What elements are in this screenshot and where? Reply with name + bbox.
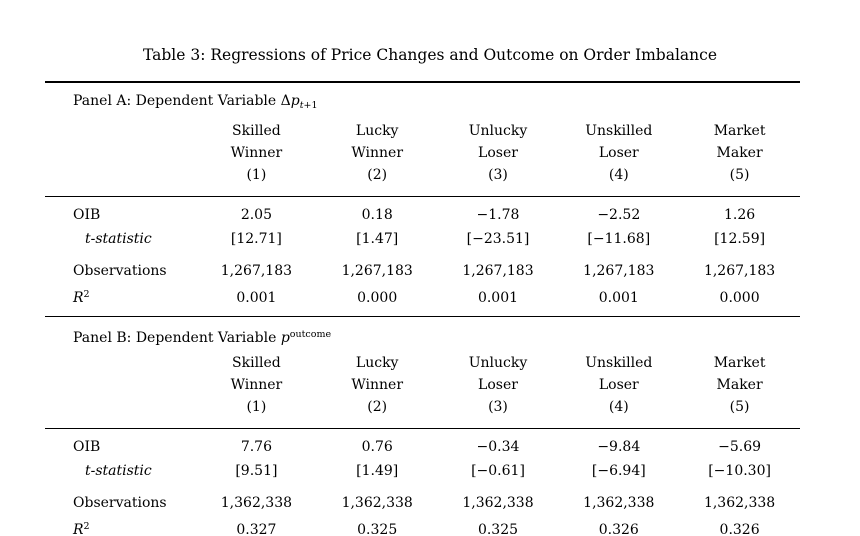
- data-cell: 0.76: [361, 439, 393, 455]
- panel-b-r2-row: [45, 515, 800, 536]
- data-cell: 0.325: [477, 522, 519, 536]
- data-cell: [1.49]: [356, 463, 399, 479]
- header-cell: Skilled: [232, 123, 281, 139]
- column-number-cell: (3): [438, 164, 559, 197]
- column-number-cell: (1): [196, 164, 317, 197]
- data-cell: 0.001: [477, 290, 519, 306]
- data-cell: [9.51]: [235, 463, 278, 479]
- header-cell: Maker: [716, 145, 763, 161]
- header-cell: Winner: [230, 377, 283, 393]
- header-cell: Lucky: [355, 123, 399, 139]
- panel-a-caption: [45, 83, 800, 120]
- header-cell: Unlucky: [468, 355, 528, 371]
- data-cell: 1,362,338: [341, 495, 413, 511]
- data-cell: 0.326: [598, 522, 639, 536]
- header-cell: Unlucky: [468, 123, 528, 139]
- subscript-plus-one: +1: [303, 100, 318, 111]
- column-number-cell: (4): [558, 164, 679, 197]
- empty-cell: [45, 164, 196, 197]
- panel-a-tstat-row: [45, 227, 800, 251]
- empty-cell: [45, 396, 196, 429]
- header-cell: Lucky: [355, 355, 399, 371]
- table-title: Table 3: Regressions of Price Changes and Outcome on Order Imbalance: [143, 46, 717, 64]
- column-number-cell: (3): [438, 396, 559, 429]
- data-cell: 1,267,183: [341, 263, 413, 279]
- header-cell: Winner: [230, 145, 283, 161]
- data-cell: 2.05: [240, 207, 272, 223]
- row-label: OIB: [73, 207, 101, 223]
- row-label: [45, 515, 196, 536]
- panel-a-observations-row: [45, 251, 800, 283]
- data-cell: −9.84: [597, 439, 641, 455]
- data-cell: [−23.51]: [466, 231, 530, 247]
- panel-a-table: [45, 120, 800, 316]
- panel-b-caption-text: Panel B: Dependent Variable: [73, 330, 281, 346]
- panel-a-caption-text: Panel A: Dependent Variable: [73, 93, 281, 109]
- header-cell: Loser: [598, 377, 639, 393]
- panel-b-tstat-row: [45, 459, 800, 483]
- data-cell: [−10.30]: [708, 463, 771, 479]
- panel-b-oib-row: [45, 429, 800, 460]
- row-label: [45, 283, 196, 316]
- panel-b-caption: [45, 317, 800, 352]
- panel-b-observations-row: [45, 483, 800, 515]
- panel-a-header-row-1: [45, 120, 800, 142]
- data-cell: −1.78: [476, 207, 520, 223]
- data-cell: 1,267,183: [583, 263, 655, 279]
- data-cell: [−6.94]: [591, 463, 646, 479]
- data-cell: 1,362,338: [703, 495, 776, 511]
- column-number-cell: (5): [679, 396, 800, 429]
- data-cell: 0.327: [236, 522, 277, 536]
- row-label: t-statistic: [85, 463, 152, 479]
- data-cell: [12.71]: [230, 231, 282, 247]
- panel-a-header-row-2: [45, 142, 800, 164]
- regression-table: [45, 81, 800, 536]
- data-cell: 0.325: [357, 522, 398, 536]
- panel-a-r2-row: [45, 283, 800, 316]
- r2-superscript: 2: [83, 521, 90, 532]
- data-cell: 1,267,183: [220, 263, 293, 279]
- data-cell: 0.000: [357, 290, 398, 306]
- data-cell: [−11.68]: [587, 231, 651, 247]
- data-cell: 1,267,183: [462, 263, 534, 279]
- panel-a-oib-row: [45, 197, 800, 228]
- panel-b-header-row-3: [45, 396, 800, 429]
- r-symbol: R: [73, 522, 84, 536]
- data-cell: [1.47]: [356, 231, 399, 247]
- header-cell: Skilled: [232, 355, 281, 371]
- panel-b-header-row-1: [45, 352, 800, 374]
- panel-b-header-row-2: [45, 374, 800, 396]
- empty-cell: [45, 142, 196, 164]
- data-cell: 0.001: [236, 290, 277, 306]
- data-cell: −2.52: [597, 207, 641, 223]
- header-cell: Loser: [478, 377, 518, 393]
- data-cell: 7.76: [240, 439, 272, 455]
- data-cell: −0.34: [476, 439, 520, 455]
- data-cell: 1,362,338: [462, 495, 534, 511]
- delta-symbol: Δ: [280, 93, 291, 109]
- empty-cell: [45, 352, 196, 374]
- data-cell: 0.001: [598, 290, 639, 306]
- header-cell: Winner: [351, 145, 404, 161]
- empty-cell: [45, 374, 196, 396]
- data-cell: −5.69: [718, 439, 762, 455]
- dep-var-p: p: [280, 330, 290, 346]
- data-cell: 0.18: [361, 207, 393, 223]
- row-label: t-statistic: [85, 231, 152, 247]
- data-cell: [−0.61]: [471, 463, 525, 479]
- header-cell: Unskilled: [585, 355, 653, 371]
- data-cell: 1.26: [724, 207, 756, 223]
- header-cell: Loser: [478, 145, 518, 161]
- header-cell: Unskilled: [585, 123, 653, 139]
- row-label: OIB: [73, 439, 101, 455]
- dep-var-subscript: [300, 100, 318, 111]
- row-label: Observations: [73, 263, 167, 279]
- data-cell: [12.59]: [714, 231, 766, 247]
- panel-b-table: [45, 352, 800, 536]
- column-number-cell: (5): [679, 164, 800, 197]
- column-number-cell: (2): [317, 396, 438, 429]
- dep-var-p: p: [290, 93, 300, 109]
- data-cell: 1,267,183: [703, 263, 776, 279]
- header-cell: Maker: [716, 377, 763, 393]
- data-cell: 0.326: [719, 522, 760, 536]
- outcome-superscript: outcome: [289, 329, 332, 340]
- subscript-t: t: [299, 100, 304, 111]
- header-cell: Market: [713, 123, 766, 139]
- data-cell: 0.000: [719, 290, 760, 306]
- r2-superscript: 2: [83, 289, 90, 300]
- column-number-cell: (1): [196, 396, 317, 429]
- panel-a-header-row-3: [45, 164, 800, 197]
- data-cell: 1,362,338: [583, 495, 655, 511]
- row-label: Observations: [73, 495, 167, 511]
- header-cell: Market: [713, 355, 766, 371]
- header-cell: Loser: [598, 145, 639, 161]
- r-symbol: R: [73, 290, 84, 306]
- header-cell: Winner: [351, 377, 404, 393]
- data-cell: 1,362,338: [220, 495, 293, 511]
- column-number-cell: (2): [317, 164, 438, 197]
- empty-cell: [45, 120, 196, 142]
- column-number-cell: (4): [558, 396, 679, 429]
